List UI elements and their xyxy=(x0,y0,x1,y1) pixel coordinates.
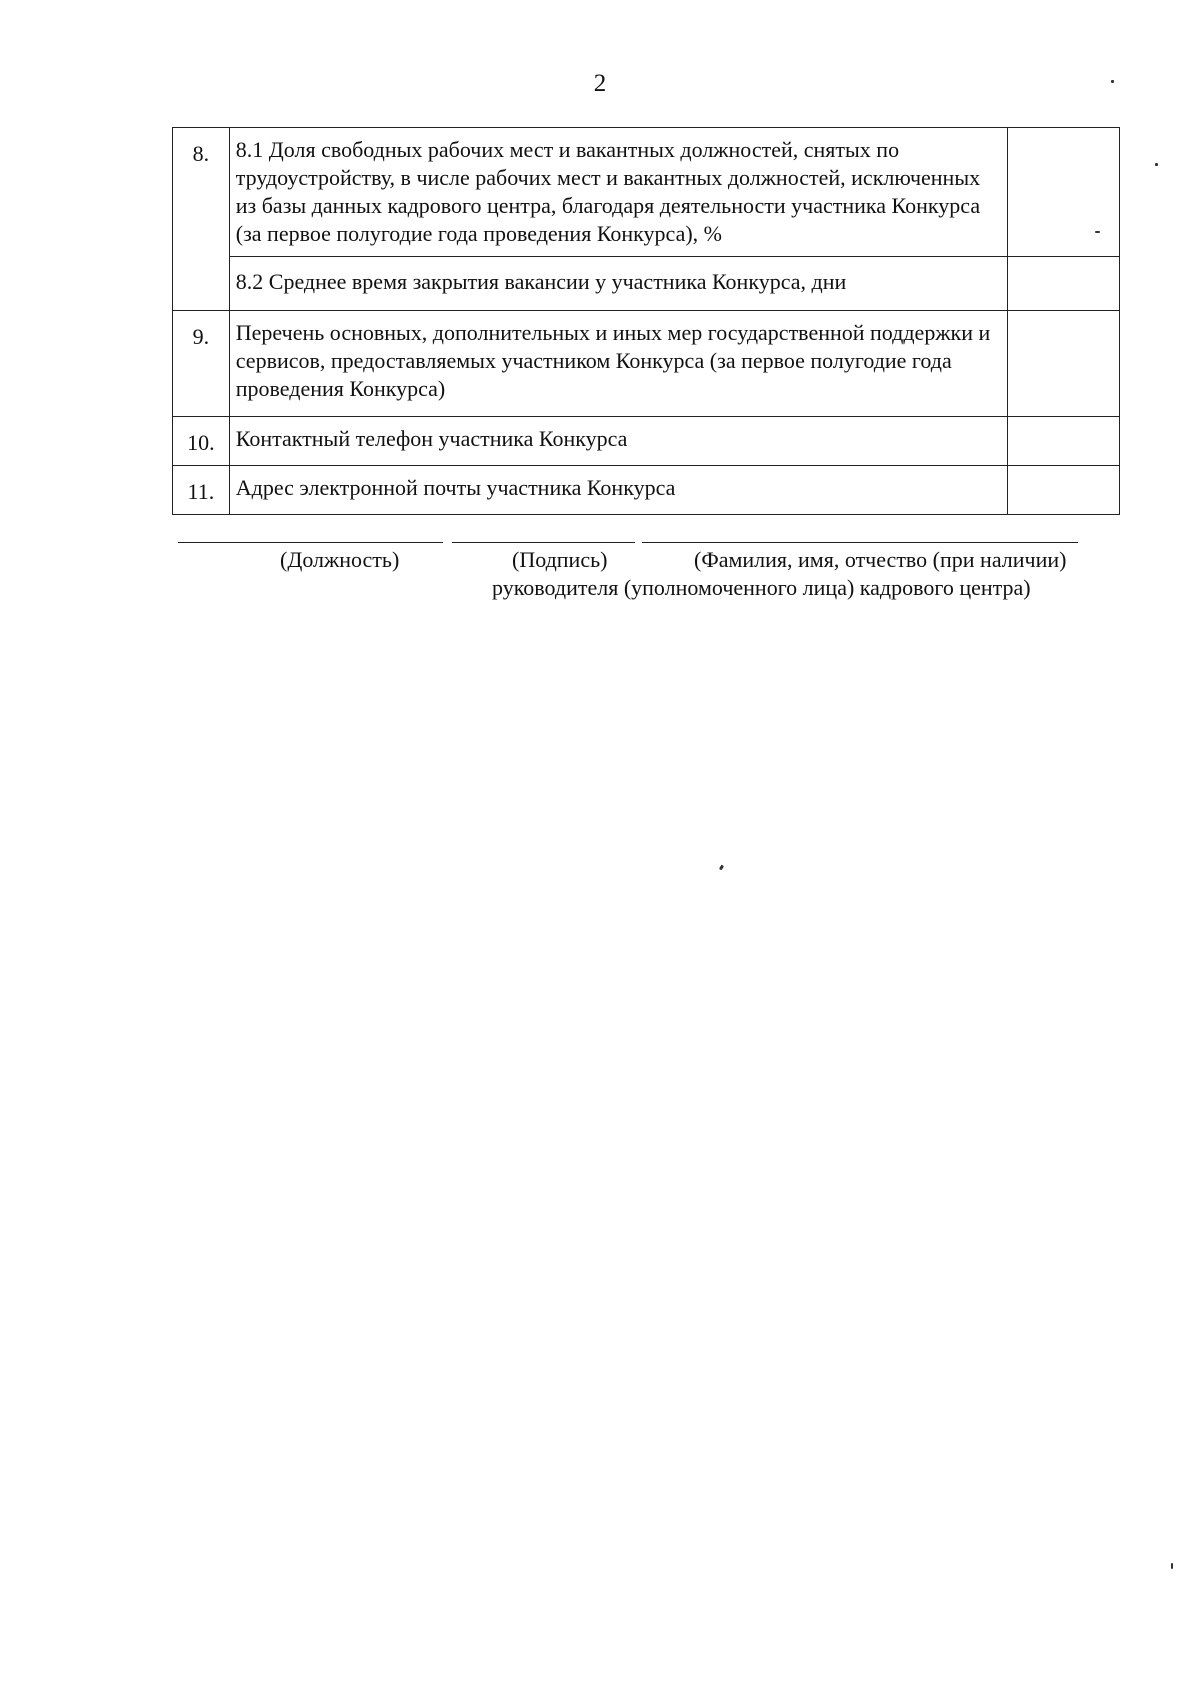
scan-mark xyxy=(1095,231,1100,233)
value-cell[interactable] xyxy=(1007,417,1119,466)
signature-caption: (Подпись) xyxy=(512,547,608,572)
name-caption: (Фамилия, имя, отчество (при наличии) xyxy=(694,547,1067,572)
row-text: Контактный телефон участника Конкурса xyxy=(229,417,1007,466)
row-number: 9. xyxy=(173,311,230,417)
value-cell[interactable] xyxy=(1007,311,1119,417)
row-number: 11. xyxy=(173,466,230,515)
position-line[interactable] xyxy=(178,542,443,543)
row-text: 8.1 Доля свободных рабочих мест и вакантных должностей, снятых по трудоустройству, в числе рабочих мест и вакантных должностей, исключенных из базы данных кадрового центра, благодаря деятельности участника Конкурса (за первое полугодие года проведения Конкурса), % xyxy=(229,128,1007,257)
signature-line[interactable] xyxy=(452,542,635,543)
row-number: 10. xyxy=(173,417,230,466)
row-text: Перечень основных, дополнительных и иных мер государственной поддержки и сервисов, предоставляемых участником Конкурса (за первое полугодие года проведения Конкурса) xyxy=(229,311,1007,417)
indicators-table xyxy=(172,127,1120,515)
page-number: 2 xyxy=(593,70,607,97)
scan-mark xyxy=(1171,1563,1173,1569)
table-row xyxy=(173,128,1120,257)
scan-mark xyxy=(719,865,724,871)
table-row xyxy=(173,257,1120,311)
row-text: Адрес электронной почты участника Конкурса xyxy=(229,466,1007,515)
row-number: 8. xyxy=(173,128,230,311)
value-cell[interactable] xyxy=(1007,466,1119,515)
value-cell[interactable] xyxy=(1007,257,1119,311)
row-text: 8.2 Среднее время закрытия вакансии у участника Конкурса, дни xyxy=(229,257,1007,311)
name-line[interactable] xyxy=(642,542,1078,543)
position-caption: (Должность) xyxy=(280,547,400,572)
scan-mark xyxy=(1111,80,1114,83)
table-row xyxy=(173,311,1120,417)
name-caption-line2: руководителя (уполномоченного лица) кадрового центра) xyxy=(492,575,1031,600)
table-row xyxy=(173,417,1120,466)
scan-mark xyxy=(1155,163,1158,166)
value-cell[interactable] xyxy=(1007,128,1119,257)
table-row xyxy=(173,466,1120,515)
